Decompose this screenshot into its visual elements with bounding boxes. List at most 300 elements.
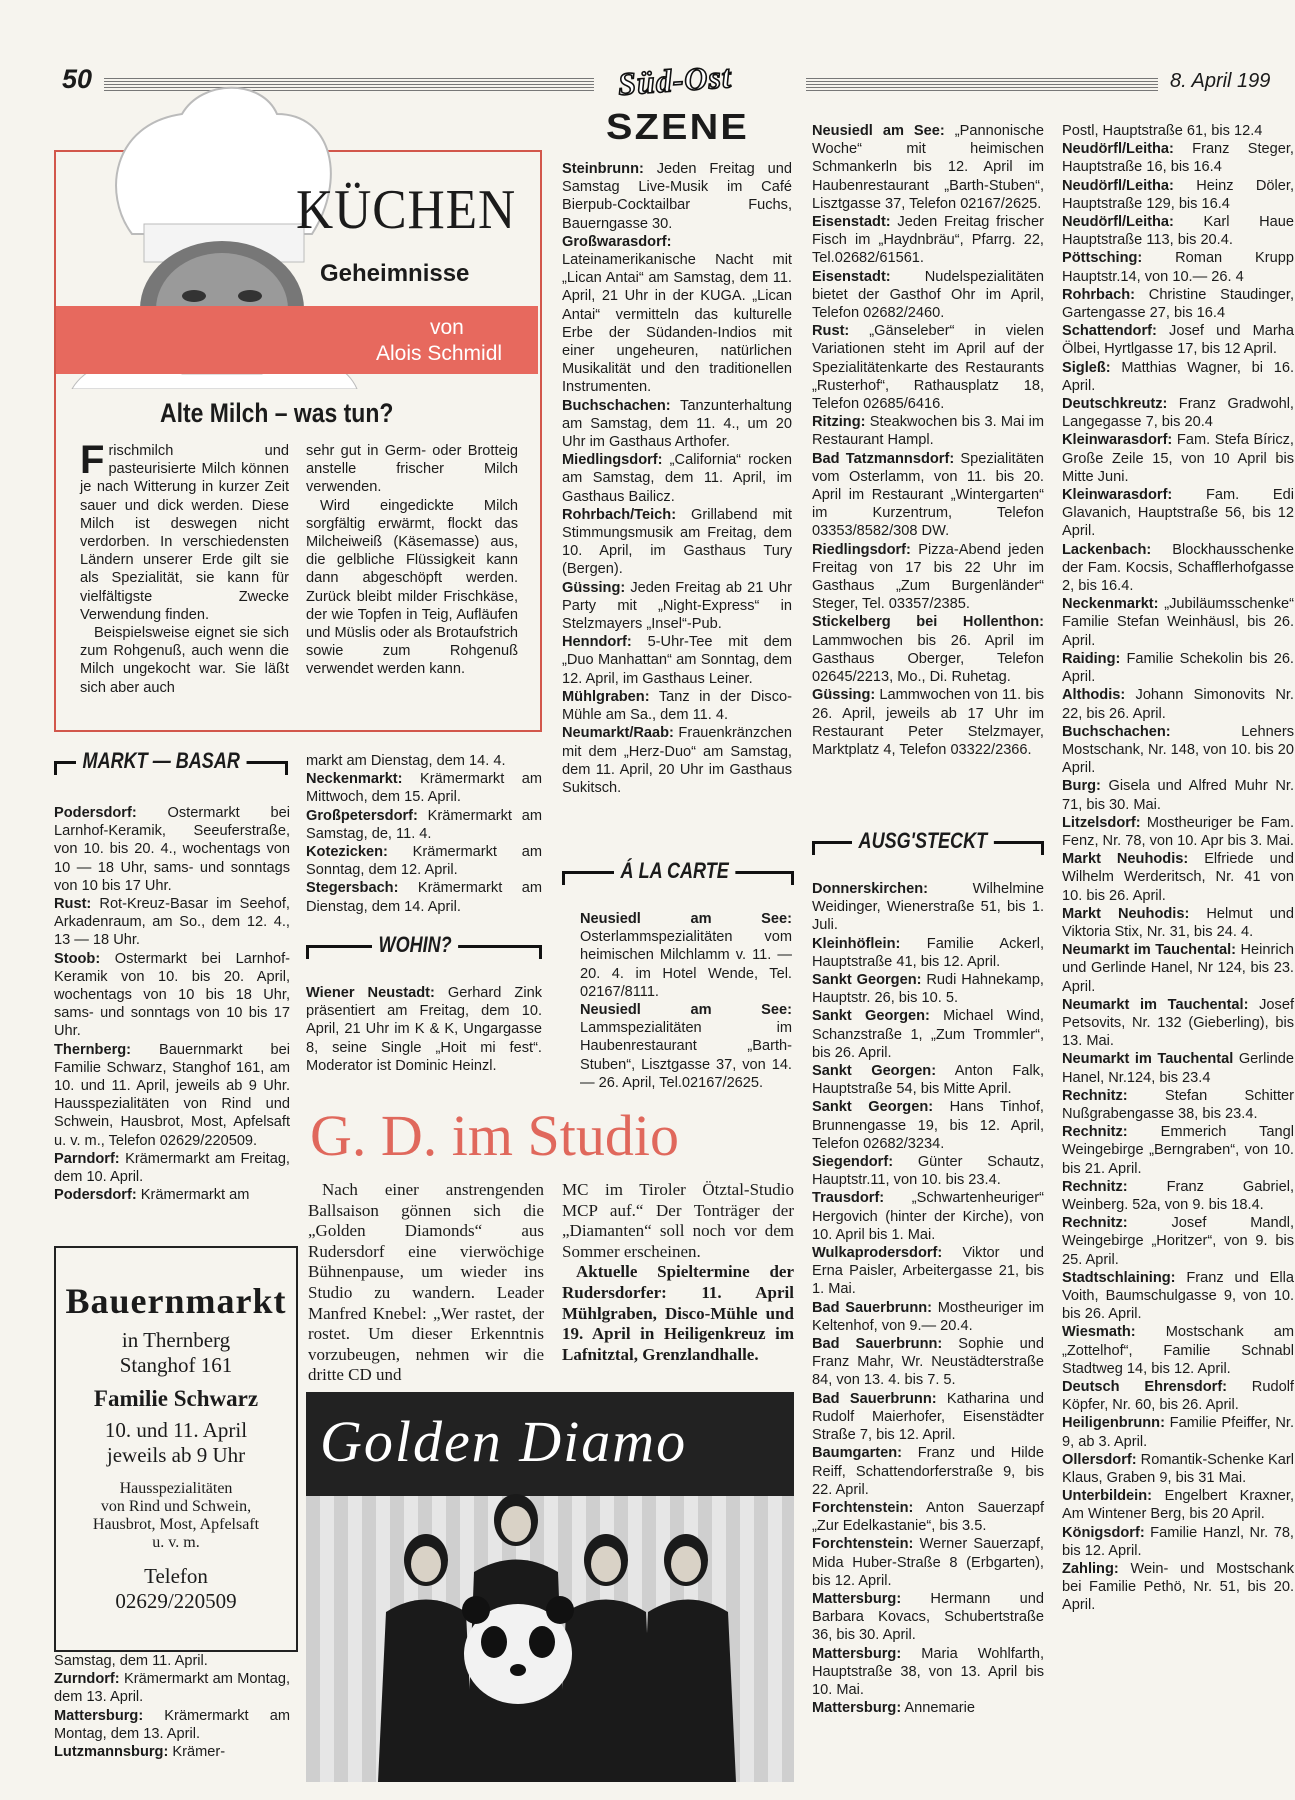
entry-text: Tanz in der Disco-Mühle am Sa., dem 11. 4.	[562, 688, 792, 724]
entry-text: Heinrich und Gerlinde Hanel, Nr 124, bis 23. April.	[1062, 942, 1294, 995]
entry-place: Eisenstadt:	[812, 214, 891, 231]
col4-entry	[812, 450, 1044, 541]
col4	[812, 122, 1044, 759]
col4-entry	[812, 686, 1044, 759]
entry-place: Wulkaprodersdorf:	[812, 1245, 943, 1262]
ad-spec3: Hausbrot, Most, Apfelsaft	[92, 1516, 260, 1533]
markt-entry	[54, 895, 290, 950]
entry-place: Kotezicken:	[306, 844, 388, 861]
col4-entry	[812, 322, 1044, 413]
entry-place: Güssing:	[562, 579, 626, 596]
entry-text: Josef Petsovits, Nr. 132 (Gieberling), bis 13. Mai.	[1062, 996, 1294, 1050]
entry-place: Bad Tatzmannsdorf:	[812, 450, 955, 467]
markt-entry	[54, 804, 290, 895]
entry-place: Henndorf:	[562, 634, 632, 651]
ausg-title: AUSG'STECKT	[852, 826, 994, 856]
entry-text: Lammspezialitäten im Haubenrestaurant „Barth-Stuben“, Lisztgasse 37, von 14. — 26. April, Tel.02167/2625.	[580, 1020, 792, 1091]
wohin-header	[306, 930, 542, 962]
entry-place: Neudörfl/Leitha:	[1062, 177, 1174, 194]
entry-text: Viktor und Erna Paisler, Arbeitergasse 21, bis 1. Mai.	[812, 1245, 1044, 1298]
entry-text: Familie Schekolin bis 26. April.	[1062, 650, 1294, 686]
entry-text: Franz Steger, Hauptstraße 16, bis 16.4	[1062, 141, 1294, 176]
markt-col1	[54, 804, 290, 1204]
kuechen-p3: sehr gut in Germ- oder Brotteig anstelle frischer Milch verwenden.	[306, 443, 518, 496]
entry-place: Trausdorf:	[812, 1190, 885, 1207]
ausg-entry	[812, 880, 1044, 935]
entry-place: Baumgarten:	[812, 1445, 903, 1462]
kuechen-col2	[306, 442, 518, 679]
entry-place: Neusiedl am See:	[812, 123, 945, 139]
col5-entry	[1062, 249, 1294, 285]
entry-place: Bad Sauerbrunn:	[812, 1390, 937, 1407]
kuechen-p4: Wird eingedickte Milch sorgfältig erwärmt, flockt das Milcheiweiß (Käsemasse) aus, die gelbliche Flüssigkeit kann dann abgeschöpft werden. Zurück bleibt milder Frischkäse, der wie Topfen in Teig, Aufläufen und Müslis oder als Brotaufstrich sowie zum Rohgenuß verwendet werden kann.	[306, 497, 518, 678]
kuechen-p2: Beispielsweise eignet sie sich zum Rohgenuß, auch wenn die Milch ungekocht war. Sie läßt sich aber auch	[80, 625, 289, 696]
entry-place: Stadtschlaining:	[1062, 1269, 1176, 1286]
entry-place: Kleinwarasdorf:	[1062, 432, 1173, 449]
entry-text: Engelbert Kraxner, Am Wintener Berg, bis 20 April.	[1062, 1488, 1294, 1523]
entry-place: Markt Neuhodis:	[1062, 851, 1189, 868]
entry-text: Samstag, dem 11. April.	[54, 1653, 208, 1669]
studio-col1	[308, 1180, 544, 1386]
markt-entry	[54, 1743, 290, 1761]
entry-text: Anton Falk, Hauptstraße 54, bis Mitte April.	[812, 1063, 1044, 1098]
entry-text: Gisela und Alfred Muhr Nr. 71, bis 30. Mai.	[1062, 778, 1294, 813]
ad-spec1: Hausspezialitäten	[119, 1480, 233, 1497]
entry-text: Anton Sauerzapf „Zur Edelkastanie“, bis 3.5.	[812, 1499, 1044, 1535]
entry-place: Buchschachen:	[562, 397, 671, 414]
entry-text: Nudelspezialitäten bietet der Gasthof Ohr im April, Telefon 02682/2460.	[812, 268, 1044, 322]
entry-place: Rechnitz:	[1062, 1087, 1128, 1104]
kuechen-p1	[80, 438, 289, 624]
markt-header	[54, 746, 288, 778]
ausg-entry	[812, 1390, 1044, 1445]
entry-place: Parndorf:	[54, 1150, 120, 1167]
entry-place: Thernberg:	[54, 1041, 132, 1058]
col5-entry	[1062, 941, 1294, 996]
entry-text: 5-Uhr-Tee mit dem „Duo Manhattan“ am Sonntag, dem 12. April, im Gasthaus Leiner.	[562, 634, 792, 687]
entry-place: Kleinwarasdorf:	[1062, 487, 1173, 504]
entry-text: Krämermarkt am Mittwoch, dem 15. April.	[306, 771, 542, 806]
ausg-entry	[812, 1007, 1044, 1062]
entry-text: Blockhausschenke der Fam. Kocsis, Schafflerhofgasse 2, bis 16.4.	[1062, 541, 1294, 595]
ausg-entry	[812, 1153, 1044, 1189]
col5-entry	[1062, 1378, 1294, 1414]
entry-text: Romantik-Schenke Karl Klaus, Graben 9, bis 31 Mai.	[1062, 1451, 1294, 1487]
markt-entry	[54, 1041, 290, 1150]
entry-text: Franz und Ella Voith, Baumschulgasse 9, von 10. bis 26. April.	[1062, 1269, 1294, 1323]
wohin-entry	[306, 984, 542, 1075]
band-photo	[306, 1392, 794, 1782]
kuechen-headline: Alte Milch – was tun?	[160, 398, 394, 428]
entry-text: Sophie und Franz Mahr, Wr. Neustädterstraße 84, von 13. 4. bis 7. 5.	[812, 1336, 1044, 1389]
entry-text: Hermann und Barbara Kovacs, Schubertstraße 36, bis 30. April.	[812, 1590, 1044, 1644]
col5-entry	[1062, 431, 1294, 486]
entry-place: Sankt Georgen:	[812, 972, 922, 989]
entry-text: Wilhelmine Weidinger, Wienerstraße 51, bis 1. Juli.	[812, 881, 1044, 934]
col5-entry	[1062, 1560, 1294, 1615]
entry-text: Krämermarkt am	[136, 1187, 250, 1204]
col5-entry	[1062, 1323, 1294, 1378]
col5-entry	[1062, 686, 1294, 722]
ad-line2: Stanghof 161	[119, 1353, 233, 1377]
col5-entry	[1062, 595, 1294, 650]
szene-entry	[562, 160, 792, 233]
entry-place: Stickelberg bei Hollenthon:	[812, 614, 1044, 631]
markt-entry	[306, 770, 542, 806]
col5	[1062, 122, 1294, 1615]
col5-entry	[1062, 1524, 1294, 1560]
entry-place: Schattendorf:	[1062, 323, 1157, 340]
carte-title: Á LA CARTE	[614, 856, 735, 886]
entry-place: Podersdorf:	[54, 805, 137, 821]
entry-text: Pizza-Abend jeden Freitag von 17 bis 22 Uhr im Gasthaus „Zum Burgenländer“ Steger, Tel. 03357/2385.	[812, 541, 1044, 613]
entry-text: Gerlinde Hanel, Nr.124, bis 23.4	[1062, 1051, 1294, 1086]
entry-place: Neudörfl/Leitha:	[1062, 141, 1174, 158]
entry-place: Sankt Georgen:	[812, 1063, 937, 1080]
entry-place: Rohrbach:	[1062, 286, 1135, 303]
entry-place: Stoob:	[54, 950, 101, 967]
bauernmarkt-ad	[54, 1246, 298, 1652]
entry-place: Deutsch Ehrensdorf:	[1062, 1379, 1228, 1396]
studio-headline: G. D. im Studio	[310, 1103, 679, 1168]
ausg-entry	[812, 1098, 1044, 1153]
entry-text: Mostschank am „Zottelhof“, Familie Schnabl Stadtweg 14, bis 12. April.	[1062, 1324, 1294, 1377]
col5-entry	[1062, 140, 1294, 176]
entry-text: Helmut und Viktoria Stix, Nr. 31, bis 24. 4.	[1062, 905, 1295, 940]
col5-entry	[1062, 395, 1294, 431]
entry-place: Neumarkt im Tauchental:	[1062, 942, 1237, 959]
ausg-header	[812, 826, 1044, 858]
markt-continued	[54, 1652, 290, 1761]
entry-text: Tanzunterhaltung am Samstag, dem 11. 4., um 20 Uhr im Gasthaus Arthofer.	[562, 397, 792, 451]
entry-place: Sankt Georgen:	[812, 1099, 934, 1116]
ad-title: Bauernmarkt	[65, 1281, 287, 1321]
col4-entry	[812, 122, 1044, 213]
entry-place: Rechnitz:	[1062, 1215, 1128, 1232]
col5-entry	[1062, 286, 1294, 322]
kuechen-title: KÜCHEN	[296, 179, 517, 241]
ad-tel-label: Telefon	[144, 1564, 208, 1588]
entry-text: Rudolf Köpfer, Nr. 60, bis 26. April.	[1062, 1379, 1294, 1414]
header-rule-right	[806, 78, 1158, 92]
entry-place: Ritzing:	[812, 414, 866, 431]
entry-place: Großpetersdorf:	[306, 807, 418, 824]
entry-place: Forchtenstein:	[812, 1499, 914, 1516]
entry-text: Krämermarkt am Sonntag, dem 12. April.	[306, 844, 542, 879]
entry-text: Frauenkränzchen mit dem „Herz-Duo“ am Samstag, dem 11. April, 20 Uhr im Gasthaus Sukitsch.	[562, 725, 792, 796]
entry-place: Mattersburg:	[54, 1707, 144, 1724]
entry-text: Jeden Freitag frischer Fisch im „Haydnbräu“, Pfarrg. 22, Tel.02682/61561.	[812, 214, 1044, 267]
ausg-entry	[812, 1335, 1044, 1390]
markt-entry	[54, 1707, 290, 1743]
col5-entry	[1062, 650, 1294, 686]
entry-text: Franz Gradwohl, Langegasse 7, bis 20.4	[1062, 396, 1294, 431]
entry-text: Gerhard Zink präsentiert am Freitag, dem 10. April, 21 Uhr im K & K, Ungargasse 8, seine Single „Hoit mi fest“. Moderator ist Dominic Heinzl.	[306, 985, 542, 1074]
col5-entry	[1062, 1269, 1294, 1324]
wohin-col	[306, 984, 542, 1075]
kuechen-col1	[80, 438, 289, 697]
ausg-entry	[812, 1499, 1044, 1535]
entry-text: Franz und Hilde Reiff, Schattendorferstraße 9, bis 22. April.	[812, 1445, 1044, 1498]
entry-text: Michael Wind, Schanzstraße 1, „Zum Trommler“, bis 26. April.	[812, 1008, 1044, 1061]
col5-entry	[1062, 1087, 1294, 1123]
entry-text: Elfriede und Wilhelm Werderitsch, Nr. 41 von 10. bis 26. April.	[1062, 851, 1294, 904]
entry-text: Krämermarkt am Freitag, dem 10. April.	[54, 1150, 290, 1186]
entry-text: Fam. Edi Glavanich, Hauptstraße 56, bis 12 April.	[1062, 487, 1294, 540]
entry-text: Josef Mandl, Weingebirge „Horitzer“, von 9. bis 25. April.	[1062, 1215, 1294, 1268]
col4-entry	[812, 541, 1044, 614]
entry-text: Günter Schautz, Hauptstr.11, von 10. bis 23.4.	[812, 1154, 1044, 1189]
entry-text: Hans Tinhof, Brunnengasse 19, bis 12. April, Telefon 02682/3234.	[812, 1099, 1044, 1152]
entry-place: Raiding:	[1062, 650, 1121, 667]
markt-entry	[54, 1670, 290, 1706]
issue-date: 8. April 199	[1170, 70, 1271, 92]
col5-entry	[1062, 777, 1294, 813]
markt-entry	[54, 1652, 290, 1670]
entry-place: Bad Sauerbrunn:	[812, 1336, 943, 1353]
entry-text: Jeden Freitag und Samstag Live-Musik im Café Bierpub-Cocktailbar Fuchs, Bauerngasse 30.	[562, 161, 792, 232]
entry-text: Lammwochen bis 26. April im Gasthaus Oberger, Telefon 02645/2213, Mo., Di. Ruhetag.	[812, 632, 1044, 686]
carte-col	[580, 910, 792, 1092]
ad-tel: 02629/220509	[115, 1589, 237, 1613]
entry-place: Rechnitz:	[1062, 1178, 1128, 1195]
entry-place: Burg:	[1062, 778, 1101, 795]
col5-entry	[1062, 322, 1294, 358]
entry-text: „Pannonische Woche“ mit heimischen Schmankerln bis 12. April im Haubenrestaurant „Barth-Stuben“, Lisztgasse 37, Telefon 02167/2625.	[812, 123, 1044, 212]
entry-text: Roman Krupp Hauptstr.14, von 10.— 26. 4	[1062, 250, 1294, 285]
entry-text: markt am Dienstag, dem 14. 4.	[306, 753, 506, 769]
entry-text: Krämermarkt am Montag, dem 13. April.	[54, 1671, 290, 1706]
col5-entry	[1062, 1214, 1294, 1269]
entry-place: Forchtenstein:	[812, 1536, 914, 1553]
ad-spec2: von Rind und Schwein,	[100, 1498, 252, 1515]
entry-place: Rust:	[812, 323, 850, 340]
kuechen-subtitle: Geheimnisse	[320, 260, 470, 287]
entry-text: Familie Hanzl, Nr. 78, bis 12. April.	[1062, 1524, 1294, 1559]
entry-place: Miedlingsdorf:	[562, 452, 663, 469]
entry-place: Neumarkt im Tauchental	[1062, 1051, 1234, 1068]
carte-entry	[580, 1001, 792, 1092]
entry-place: Lutzmannsburg:	[54, 1744, 169, 1761]
entry-place: Heiligenbrunn:	[1062, 1415, 1165, 1432]
entry-text: Matthias Wagner, bi 16. April.	[1062, 359, 1294, 394]
szene-entry	[562, 579, 792, 634]
entry-place: Siegendorf:	[812, 1154, 894, 1171]
col5-entry	[1062, 1487, 1294, 1523]
entry-place: Neusiedl am See:	[580, 1002, 792, 1019]
szene-entry	[562, 633, 792, 688]
entry-place: Großwarasdorf:	[562, 233, 672, 250]
markt-entry	[54, 1150, 290, 1186]
col4-entry	[812, 413, 1044, 449]
entry-text: Annemarie	[901, 1700, 976, 1717]
author-by: von	[430, 316, 464, 339]
szene-entry	[562, 688, 792, 724]
col5-entry	[1062, 996, 1294, 1051]
studio-p2: MC im Tiroler Ötztal-Studio MCP auf.“ Der Tonträger der „Diamanten“ soll noch vor dem Sommer erscheinen.	[562, 1180, 794, 1261]
entry-place: Königsdorf:	[1062, 1524, 1145, 1541]
ausg-entry	[812, 1244, 1044, 1299]
szene-entry	[562, 506, 792, 579]
ausg-entry	[812, 1299, 1044, 1335]
entry-text: Ostermarkt bei Larnhof-Keramik von 10. bis 20. April, wochentags von 10 bis 18 Uhr, sams- und sonntags von 10 bis 17 Uhr.	[54, 950, 290, 1040]
dropcap: F	[80, 438, 105, 482]
entry-place: Neckenmarkt:	[306, 771, 403, 788]
entry-text: Jeden Freitag ab 21 Uhr Party mit „Night-Express“ in Stelzmayers „Insel“-Pub.	[562, 579, 792, 633]
entry-text: Krämermarkt am Samstag, de, 11. 4.	[306, 807, 542, 842]
entry-text: Postl, Hauptstraße 61, bis 12.4	[1062, 123, 1263, 139]
studio-p1: Nach einer anstrengenden Ballsaison gönnen sich die „Golden Diamonds“ aus Rudersdorf eine vierwöchige Bühnenpause, um wieder ins Studio zu wandern. Leader Manfred Knebel: „Wer rastet, der rostet. Um dieser Erkenntnis vorzubeugen, nehmen wir die dritte CD und	[308, 1180, 544, 1385]
entry-place: Neudörfl/Leitha:	[1062, 214, 1174, 231]
ad-date1: 10. und 11. April	[104, 1418, 248, 1442]
ausg-entry	[812, 971, 1044, 1007]
entry-text: Fam. Stefa Bíricz, Große Zeile 15, von 10 April bis Mitte Juni.	[1062, 432, 1294, 485]
entry-place: Neckenmarkt:	[1062, 596, 1159, 613]
kuechen-p1-text: rischmilch und pasteurisierte Milch können je nach Witterung in kurzer Zeit sauer und dick werden. Diese Milch ist deswegen nicht verdorben. In verschiedensten Ländern unserer Erde gilt sie als Spezialität, sie kann für vielfältigste Zwecke Verwendung finden.	[80, 443, 289, 623]
ausg-col	[812, 880, 1044, 1717]
entry-place: Buchschachen:	[1062, 723, 1171, 740]
entry-place: Rechnitz:	[1062, 1124, 1128, 1141]
carte-header	[562, 856, 794, 888]
entry-place: Stegersbach:	[306, 880, 399, 897]
carte-entry	[580, 910, 792, 1001]
entry-place: Pöttsching:	[1062, 250, 1143, 267]
entry-place: Zahling:	[1062, 1561, 1119, 1578]
col5-entry	[1062, 905, 1294, 941]
ad-family: Familie Schwarz	[93, 1386, 259, 1411]
col4-entry	[812, 268, 1044, 323]
szene-logo	[596, 58, 806, 148]
ausg-entry	[812, 1645, 1044, 1700]
entry-place: Althodis:	[1062, 687, 1126, 704]
szene-entry	[562, 397, 792, 452]
entry-place: Sigleß:	[1062, 359, 1111, 376]
ausg-entry	[812, 1444, 1044, 1499]
col5-entry	[1062, 850, 1294, 905]
entry-text: Josef und Marha Ölbei, Hyrtlgasse 17, bis 12 April.	[1062, 323, 1294, 358]
entry-text: Werner Sauerzapf, Mida Huber-Straße 8 (Erbgarten), bis 12. April.	[812, 1536, 1044, 1589]
entry-text: Rudi Hahnekamp, Hauptstr. 26, bis 10. 5.	[812, 972, 1044, 1007]
entry-place: Markt Neuhodis:	[1062, 905, 1190, 922]
entry-text: „Jubiläumsschenke“ Familie Stefan Weinhäusl, bis 26. April.	[1062, 596, 1294, 649]
logo-top: Süd-Ost	[616, 58, 733, 102]
studio-col2	[562, 1180, 794, 1365]
col5-entry	[1062, 177, 1294, 213]
entry-place: Deutschkreutz:	[1062, 396, 1168, 413]
szene-entry	[562, 233, 792, 397]
band-members-illustration	[306, 1392, 794, 1782]
ausg-entry	[812, 935, 1044, 971]
markt-entry	[54, 1186, 290, 1204]
col5-entry	[1062, 723, 1294, 778]
entry-text: Karl Haue Hauptstraße 113, bis 20.4.	[1062, 214, 1294, 249]
entry-place: Mattersburg:	[812, 1645, 902, 1662]
entry-place: Ollersdorf:	[1062, 1451, 1137, 1468]
entry-place: Wiener Neustadt:	[306, 985, 435, 1001]
ad-line1: in Thernberg	[121, 1328, 231, 1352]
page-number: 50	[62, 64, 93, 94]
entry-text: Osterlammspezialitäten vom heimischen Milchlamm v. 11. — 20. 4. im Hotel Wende, Tel. 02167/8111.	[580, 929, 792, 1000]
col5-entry	[1062, 541, 1294, 596]
entry-text: Lammwochen von 11. bis 26. April, jeweils ab 17 Uhr im Restaurant Peter Stelzmayer, Marktplatz 4, Telefon 03322/2366.	[812, 687, 1044, 758]
ausg-entry	[812, 1590, 1044, 1645]
entry-place: Mühlgraben:	[562, 688, 650, 705]
entry-text: Lehners Mostschank, Nr. 148, von 10. bis 20 April.	[1062, 723, 1295, 777]
entry-place: Steinbrunn:	[562, 161, 644, 177]
entry-place: Rohrbach/Teich:	[562, 506, 677, 523]
entry-text: Mostheuriger be Fam. Fenz, Nr. 78, von 10. Apr bis 3. Mai.	[1062, 814, 1294, 849]
entry-text: Krämermarkt am Dienstag, dem 14. April.	[306, 880, 542, 915]
entry-text: Familie Ackerl, Hauptstraße 41, bis 12. April.	[812, 935, 1044, 970]
entry-text: Mostheuriger im Keltenhof, von 9.— 20.4.	[812, 1299, 1044, 1334]
col4-entry	[812, 613, 1044, 686]
entry-text: „Gänseleber“ in vielen Variationen steht im April auf der Spezialitätenkarte des Restaurants „Rusterhof“, Rathausplatz 18, Telefon 02685/6416.	[812, 323, 1044, 413]
entry-text: Ostermarkt bei Larnhof-Keramik, Seeuferstraße, von 10. bis 20. 4., wochentags von 10 — 18 Uhr, sams- und sonntags von 10 bis 17 Uhr.	[54, 805, 290, 894]
ausg-entry	[812, 1189, 1044, 1244]
szene-entry	[562, 451, 792, 506]
entry-place: Unterbildein:	[1062, 1488, 1152, 1505]
col5-entry	[1062, 1414, 1294, 1450]
entry-place: Mattersburg:	[812, 1700, 902, 1717]
col5-entry	[1062, 213, 1294, 249]
entry-text: Rot-Kreuz-Basar im Seehof, Arkadenraum, am So., dem 12. 4., 13 — 18 Uhr.	[54, 896, 290, 949]
entry-place: Zurndorf:	[54, 1671, 120, 1688]
wohin-title: WOHIN?	[372, 930, 458, 960]
entry-text: Maria Wohlfarth, Hauptstraße 38, von 13. April bis 10. Mai.	[812, 1645, 1044, 1698]
ausg-entry	[812, 1535, 1044, 1590]
entry-text: Wein- und Mostschank bei Familie Pethö, Nr. 51, bis 20. April.	[1062, 1561, 1294, 1614]
markt-entry	[54, 950, 290, 1041]
entry-text: Spezialitäten vom Osterlamm, von 11. bis 20. April im Restaurant „Wintergarten“ im Kurzentrum, Telefon 03353/8582/308 DW.	[812, 450, 1044, 540]
entry-text: „Schwartenheuriger“ Hergovich (hinter der Kirche), von 10. April bis 1. Mai.	[812, 1190, 1044, 1243]
entry-place: Neusiedl am See:	[580, 911, 792, 927]
markt-entry	[306, 752, 542, 770]
entry-text: Steakwochen bis 3. Mai im Restaurant Hampl.	[812, 414, 1044, 449]
entry-place: Eisenstadt:	[812, 268, 891, 285]
entry-text: Krämermarkt am Montag, dem 13. April.	[54, 1707, 290, 1742]
col5-entry	[1062, 359, 1294, 395]
entry-place: Kleinhöflein:	[812, 935, 901, 952]
author-name: Alois Schmidl	[376, 342, 503, 365]
entry-text: Franz Gabriel, Weinberg. 52a, von 9. bis 18.4.	[1062, 1178, 1294, 1213]
entry-text: Familie Pfeiffer, Nr. 9, ab 3. April.	[1062, 1415, 1294, 1450]
entry-text: Stefan Schitter Nußgrabengasse 38, bis 23.4.	[1062, 1087, 1294, 1122]
col4-entry	[812, 213, 1044, 268]
entry-place: Riedlingsdorf:	[812, 541, 911, 558]
szene-col	[562, 160, 792, 797]
entry-text: Bauernmarkt bei Familie Schwarz, Stanghof 161, am 10. und 11. April, jeweils ab 9 Uhr. Hausspezialitäten von Rind und Schwein, Hausbrot, Most, Apfelsaft u. v. m., Telefon 02629/220509.	[54, 1041, 290, 1149]
entry-text: Katharina und Rudolf Maierhofer, Eisenstädter Straße 7, bis 12. April.	[812, 1390, 1044, 1444]
entry-place: Lackenbach:	[1062, 541, 1152, 558]
markt-title: MARKT — BASAR	[76, 746, 246, 776]
entry-text: „California“ rocken am Samstag, dem 11. April, im Gasthaus Bailicz.	[562, 452, 792, 505]
entry-text: Heinz Döler, Hauptstraße 129, bis 16.4	[1062, 177, 1294, 212]
col5-entry	[1062, 1451, 1294, 1487]
entry-place: Wiesmath:	[1062, 1324, 1136, 1341]
studio-p3: Aktuelle Spieltermine der Rudersdorfer: 11. April Mühlgraben, Disco-Mühle und 19. April in Heiligenkreuz im Lafnitztal, Grenzlandhalle.	[562, 1262, 794, 1364]
markt-entry	[306, 879, 542, 915]
entry-text: Christine Staudinger, Gartengasse 27, bis 16.4	[1062, 286, 1294, 322]
col5-clip	[1062, 122, 1295, 1792]
entry-text: Grillabend mit Stimmungsmusik am Freitag, dem 10. April, im Gasthaus Tury (Bergen).	[562, 506, 792, 578]
col5-entry	[1062, 122, 1294, 140]
entry-place: Neumarkt/Raab:	[562, 725, 674, 742]
entry-place: Rust:	[54, 896, 92, 913]
entry-text: Lateinamerikanische Nacht mit „Lican Antai“ am Samstag, dem 11. April, 21 Uhr in der KUGA. „Lican Antai“ vermitteln das kulturelle Erbe der Südanden-Indios mit einer ungeheuren, natürlichen Musikalität und den traditionellen Instrumenten.	[562, 252, 792, 396]
entry-text: Johann Simonovits Nr. 22, bis 26. April.	[1062, 687, 1294, 722]
ad-date2: jeweils ab 9 Uhr	[106, 1443, 246, 1467]
markt-entry	[306, 843, 542, 879]
